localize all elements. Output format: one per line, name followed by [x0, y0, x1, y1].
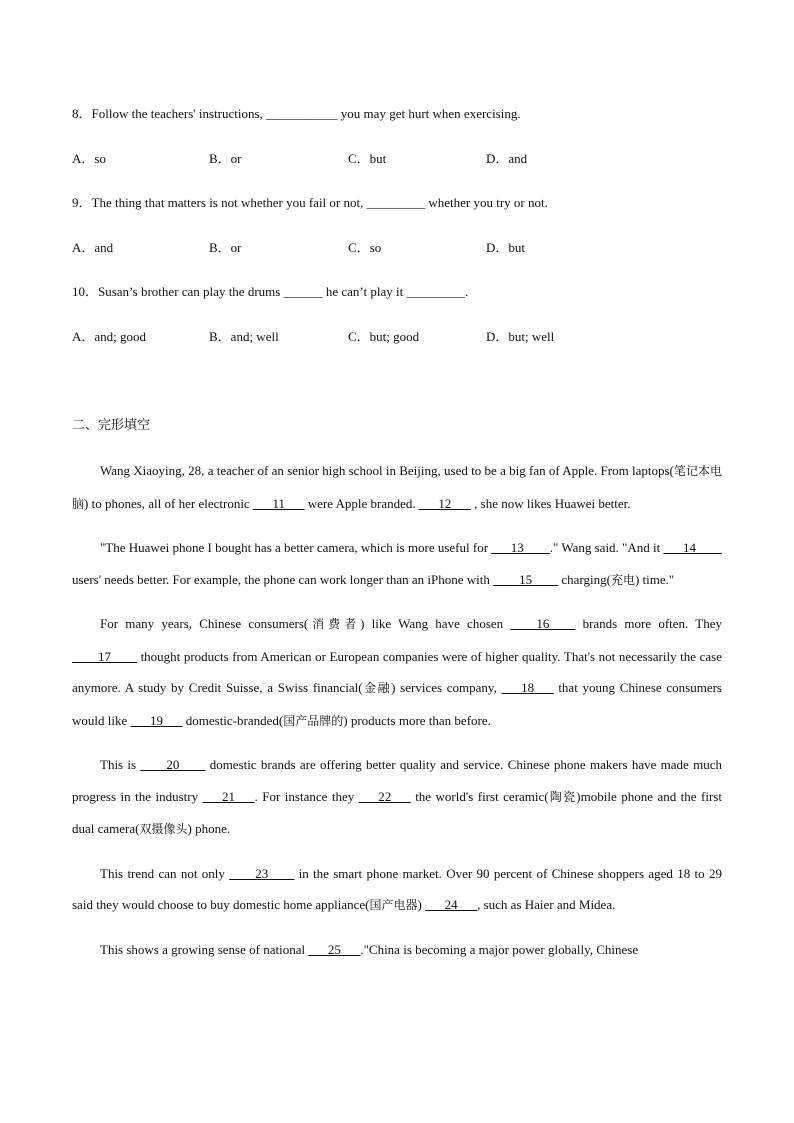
blank-22[interactable]: ___22___ — [358, 788, 411, 804]
question-text: ．Susan’s brother can play the drums ______ he can’t play it _________. — [85, 284, 469, 299]
passage-text: domestic-branded( — [182, 712, 284, 728]
blank-21[interactable]: ___21___ — [202, 788, 255, 804]
paragraph-3 — [72, 608, 722, 737]
blank-13[interactable]: ___13____ — [491, 540, 550, 555]
option-d[interactable]: D．but — [486, 240, 526, 255]
option-b[interactable]: B．and; well — [209, 329, 279, 344]
question-9 — [72, 192, 548, 211]
blank-24[interactable]: ___24___ — [425, 897, 478, 912]
blank-18[interactable]: ___18___ — [501, 680, 554, 695]
chinese-gloss: 双摄像头 — [139, 822, 188, 836]
passage-text: thought products from American or European companies were of higher quality. That's not necessarily the case anymore. A study by Credit Suisse, a Swiss financial( — [72, 648, 722, 695]
option-d[interactable]: D．but; well — [486, 329, 555, 344]
option-d[interactable]: D．and — [486, 151, 528, 166]
blank-20[interactable]: ____20____ — [140, 757, 206, 772]
option-c[interactable]: C．but — [348, 151, 387, 166]
passage-text: , she now likes Huawei better. — [470, 495, 631, 511]
blank-11[interactable]: ___11___ — [252, 495, 305, 511]
question-number: 9 — [72, 195, 79, 210]
blank-19[interactable]: ___19___ — [130, 712, 183, 728]
passage-text: were Apple branded. — [304, 495, 419, 511]
section-title: 二、完形填空 — [72, 418, 151, 433]
cloze-passage — [72, 455, 722, 977]
option-c[interactable]: C．but; good — [348, 329, 420, 344]
passage-text: ) like Wang have chosen — [360, 616, 511, 631]
passage-text: Wang Xiaoying, 28, a teacher of an senior high school in Beijing, used to be a big fan of Apple. From laptops( — [100, 463, 674, 478]
paragraph-1 — [72, 455, 722, 520]
passage-text: "The Huawei phone I bought has a better camera, which is more useful for — [100, 540, 492, 555]
chinese-gloss: 国产品牌的 — [283, 713, 344, 728]
blank-23[interactable]: ____23____ — [229, 865, 295, 881]
blank-12[interactable]: ___12___ — [418, 495, 471, 511]
chinese-gloss: 陶瓷 — [548, 789, 577, 804]
passage-text: ) phone. — [187, 821, 231, 836]
question-text: ．The thing that matters is not whether you fail or not, _________ whether you try or not. — [78, 195, 548, 210]
passage-text: This trend can not only — [100, 865, 230, 881]
passage-text: ) time." — [634, 571, 675, 587]
passage-text: the world's first ceramic( — [410, 788, 549, 804]
passage-text: domestic brands are offering better quality and service. Chinese phone makers have made much progress in the industry — [72, 757, 722, 804]
passage-text: users' needs better. For example, the phone can work longer than an iPhone with — [72, 571, 494, 587]
question-8-options — [72, 148, 632, 168]
blank-15[interactable]: ____15____ — [493, 571, 559, 587]
passage-text: For many years, Chinese consumers( — [100, 616, 309, 631]
blank-17[interactable]: ____17____ — [72, 648, 137, 664]
question-text: ．Follow the teachers' instructions, ___________ you may get hurt when exercising. — [78, 106, 521, 121]
passage-text: ."China is becoming a major power globally, Chinese — [360, 941, 639, 957]
passage-text: )mobile phone and the first dual camera( — [72, 788, 722, 836]
paragraph-4 — [72, 749, 722, 846]
paragraph-5 — [72, 858, 722, 922]
option-a[interactable]: A．and; good — [72, 329, 147, 344]
passage-text: that young Chinese consumers would like — [72, 680, 722, 728]
passage-text: This is — [100, 757, 141, 772]
chinese-gloss: 充电 — [610, 572, 635, 587]
question-10-options — [72, 326, 632, 346]
question-10 — [72, 281, 468, 300]
passage-text: ) — [417, 897, 426, 912]
paragraph-6 — [72, 934, 722, 966]
passage-text: ." Wang said. "And it — [549, 540, 664, 555]
passage-text: . For instance they — [254, 788, 359, 804]
option-b[interactable]: B．or — [209, 240, 242, 255]
passage-text: ) products more than before. — [343, 712, 491, 728]
option-a[interactable]: A．so — [72, 151, 106, 166]
question-number: 8 — [72, 106, 79, 121]
chinese-gloss: 金融 — [362, 681, 392, 695]
blank-25[interactable]: ___25___ — [308, 941, 361, 957]
chinese-gloss: 笔记本电脑 — [72, 464, 722, 511]
passage-text: charging( — [558, 571, 611, 587]
option-b[interactable]: B．or — [209, 151, 242, 166]
passage-text: in the smart phone market. Over 90 percent of Chinese shoppers aged 18 to 29 said they would choose to buy domestic home appliance( — [72, 865, 723, 912]
passage-text: brands more often. They — [575, 616, 722, 631]
option-a[interactable]: A．and — [72, 240, 114, 255]
passage-text: ) services company, — [391, 680, 502, 695]
chinese-gloss: 国产电器 — [369, 898, 418, 912]
blank-14[interactable]: ___14____ — [663, 540, 722, 555]
question-9-options — [72, 237, 632, 257]
paragraph-2 — [72, 532, 722, 596]
blank-16[interactable]: ____16____ — [510, 616, 576, 631]
passage-text: , such as Haier and Midea. — [477, 897, 616, 912]
passage-text: This shows a growing sense of national — [100, 941, 309, 957]
question-8 — [72, 103, 521, 122]
option-c[interactable]: C．so — [348, 240, 382, 255]
passage-text: ) to phones, all of her electronic — [84, 495, 253, 511]
question-number: 10 — [72, 284, 85, 299]
chinese-gloss: 消费者 — [308, 617, 361, 631]
